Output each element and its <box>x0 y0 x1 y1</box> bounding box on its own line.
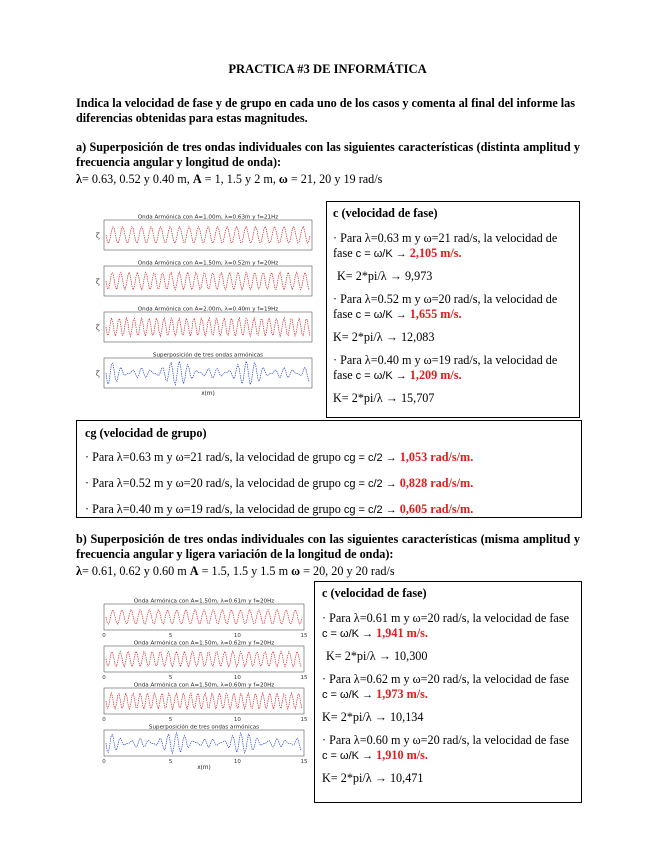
x-tick-label: 5 <box>168 633 173 639</box>
panel-title: Onda Armónica con A=1.50m, λ=0.60m y f=20Hz <box>133 682 275 689</box>
group-value: 0,605 rad/s/m. <box>396 502 474 516</box>
wave-panel <box>102 682 308 724</box>
wave-panel <box>102 640 308 682</box>
phase-value: 2,105 m/s. <box>406 246 462 260</box>
group-formula: cg = c/2 → <box>343 504 397 516</box>
phase-item-text: · Para λ=0.60 m y ω=20 rad/s, la velocidad de fase <box>322 733 569 747</box>
group-value: 1,053 rad/s/m. <box>396 450 474 464</box>
group-item-text: · Para λ=0.52 m y ω=20 rad/s, la velocidad de grupo <box>85 476 344 490</box>
panel-frame <box>104 604 304 630</box>
panel-frame <box>104 266 312 296</box>
group-box-items <box>85 450 573 518</box>
section-a-heading: a) Superposición de tres ondas individuales con las siguientes características (distinta amplitud y frecuencia angular y longitud de onda): <box>76 140 580 169</box>
panel-ylabel: ζ <box>96 278 100 286</box>
wavenumber-line: K= 2*pi/λ → 10,471 <box>322 771 424 785</box>
phase-formula: c = ω/K → <box>355 248 407 260</box>
omega-values: = 20, 20 y 20 rad/s <box>300 564 395 578</box>
group-value: 0,828 rad/s/m. <box>396 476 474 490</box>
phase-item-text: · Para λ=0.52 m y ω=20 rad/s, la velocidad de fase <box>333 292 558 321</box>
x-tick-label: 15 <box>300 717 308 723</box>
wave-panel <box>96 352 312 389</box>
phase-formula: c = ω/K → <box>355 370 407 382</box>
wave-plot-a <box>86 210 318 408</box>
phase-formula: c = ω/K → <box>322 750 374 762</box>
wave-panel <box>96 214 312 251</box>
panel-frame <box>104 312 312 342</box>
group-item-text: · Para λ=0.40 m y ω=19 rad/s, la velocidad de grupo <box>85 502 344 516</box>
wave-panel <box>102 724 308 766</box>
x-axis-label: x(m) <box>197 765 211 771</box>
phase-item <box>333 292 573 323</box>
phase-value: 1,209 m/s. <box>406 368 462 382</box>
phase-box-heading: c (velocidad de fase) <box>322 586 427 600</box>
wave-panel <box>96 306 312 343</box>
x-tick-label: 0 <box>102 675 106 681</box>
x-tick-label: 5 <box>168 675 173 681</box>
x-tick-label: 10 <box>233 759 241 765</box>
phase-item <box>322 733 574 764</box>
amplitude-values: = 1.5, 1.5 y 1.5 m <box>198 564 292 578</box>
section-a-plot <box>86 210 318 408</box>
section-b-plot <box>86 594 310 784</box>
amplitude-symbol: A <box>189 564 199 578</box>
section-a-phase-box <box>326 201 580 418</box>
wave-panel <box>96 260 312 297</box>
wavenumber-line: K= 2*pi/λ → 12,083 <box>333 330 435 344</box>
x-tick-label: 15 <box>300 759 308 765</box>
section-b-phase-box <box>314 581 582 803</box>
phase-value: 1,941 m/s. <box>373 626 428 640</box>
section-b-heading: b) Superposición de tres ondas individuales con las siguientes características (misma amplitud y frecuencia angular y ligera variación de la longitud de onda): <box>76 532 580 561</box>
phase-item <box>333 231 573 262</box>
phase-box-items <box>333 231 573 406</box>
wavenumber-line: K= 2*pi/λ → 10,300 <box>326 649 428 663</box>
amplitude-symbol: A <box>192 172 202 186</box>
phase-box-heading: c (velocidad de fase) <box>333 206 438 220</box>
x-tick-label: 0 <box>102 759 106 765</box>
lambda-values: = 0.61, 0.62 y 0.60 m <box>82 564 190 578</box>
phase-item <box>322 672 574 703</box>
group-item-text: · Para λ=0.63 m y ω=21 rad/s, la velocidad de grupo <box>85 450 344 464</box>
panel-title: Onda Armónica con A=2.00m, λ=0.40m y f=19Hz <box>137 306 279 313</box>
x-tick-label: 10 <box>233 675 241 681</box>
phase-item-text: · Para λ=0.61 m y ω=20 rad/s, la velocidad de fase <box>322 611 569 625</box>
x-tick-label: 15 <box>300 633 308 639</box>
phase-box-items <box>322 611 574 786</box>
phase-formula: c = ω/K → <box>322 689 374 701</box>
phase-item <box>322 611 574 642</box>
panel-title: Superposición de tres ondas armónicas <box>152 352 264 359</box>
phase-formula: c = ω/K → <box>355 309 407 321</box>
amplitude-values: = 1, 1.5 y 2 m, <box>201 172 279 186</box>
x-tick-label: 15 <box>300 675 308 681</box>
wavenumber-line: K= 2*pi/λ → 15,707 <box>333 391 435 405</box>
phase-value: 1,973 m/s. <box>373 687 428 701</box>
x-tick-label: 0 <box>102 633 106 639</box>
panel-frame <box>104 220 312 250</box>
x-tick-label: 10 <box>233 633 241 639</box>
panel-title: Onda Armónica con A=1.00m, λ=0.63m y f=21Hz <box>137 214 279 221</box>
section-a-group-box <box>76 420 582 518</box>
lambda-symbol: λ <box>76 564 82 578</box>
group-item <box>85 502 573 518</box>
panel-title: Onda Armónica con A=1.50m, λ=0.62m y f=20Hz <box>133 640 275 647</box>
panel-title: Superposición de tres ondas armónicas <box>148 724 260 731</box>
page-title: PRACTICA #3 DE INFORMÁTICA <box>228 62 427 76</box>
intro-text: Indica la velocidad de fase y de grupo en cada uno de los casos y comenta al final del informe las diferencias obtenidas para estas magnitudes. <box>76 96 576 125</box>
group-item <box>85 476 573 492</box>
lambda-values: = 0.63, 0.52 y 0.40 m, <box>82 172 193 186</box>
phase-item <box>333 353 573 384</box>
x-axis-label: x(m) <box>201 391 215 397</box>
group-formula: cg = c/2 → <box>343 452 397 464</box>
x-tick-label: 0 <box>102 717 106 723</box>
panel-ylabel: ζ <box>96 370 100 378</box>
lambda-symbol: λ <box>76 172 82 186</box>
wave-plot-b <box>86 594 310 784</box>
x-tick-label: 5 <box>168 717 173 723</box>
phase-value: 1,910 m/s. <box>373 748 428 762</box>
x-tick-label: 5 <box>168 759 173 765</box>
panel-ylabel: ζ <box>96 324 100 332</box>
phase-item-text: · Para λ=0.63 m y ω=21 rad/s, la velocidad de fase <box>333 231 558 260</box>
group-item <box>85 450 573 466</box>
section-b-params <box>76 564 580 579</box>
panel-title: Onda Armónica con A=1.50m, λ=0.52m y f=20Hz <box>137 260 279 267</box>
omega-symbol: ω <box>278 172 288 186</box>
panel-frame <box>104 358 312 388</box>
omega-values: = 21, 20 y 19 rad/s <box>287 172 383 186</box>
wavenumber-line: K= 2*pi/λ → 10,134 <box>322 710 424 724</box>
group-formula: cg = c/2 → <box>343 478 397 490</box>
x-tick-label: 10 <box>233 717 241 723</box>
wave-panel <box>102 598 308 640</box>
panel-ylabel: ζ <box>96 232 100 240</box>
phase-item-text: · Para λ=0.40 m y ω=19 rad/s, la velocidad de fase <box>333 353 558 382</box>
phase-formula: c = ω/K → <box>322 628 374 640</box>
phase-item-text: · Para λ=0.62 m y ω=20 rad/s, la velocidad de fase <box>322 672 569 686</box>
group-box-heading: cg (velocidad de grupo) <box>85 426 207 440</box>
panel-title: Onda Armónica con A=1.50m, λ=0.61m y f=20Hz <box>133 598 275 605</box>
omega-symbol: ω <box>291 564 301 578</box>
panel-frame <box>104 688 304 714</box>
section-a-params <box>76 172 580 187</box>
wavenumber-line: K= 2*pi/λ → 9,973 <box>337 269 433 283</box>
phase-value: 1,655 m/s. <box>406 307 462 321</box>
